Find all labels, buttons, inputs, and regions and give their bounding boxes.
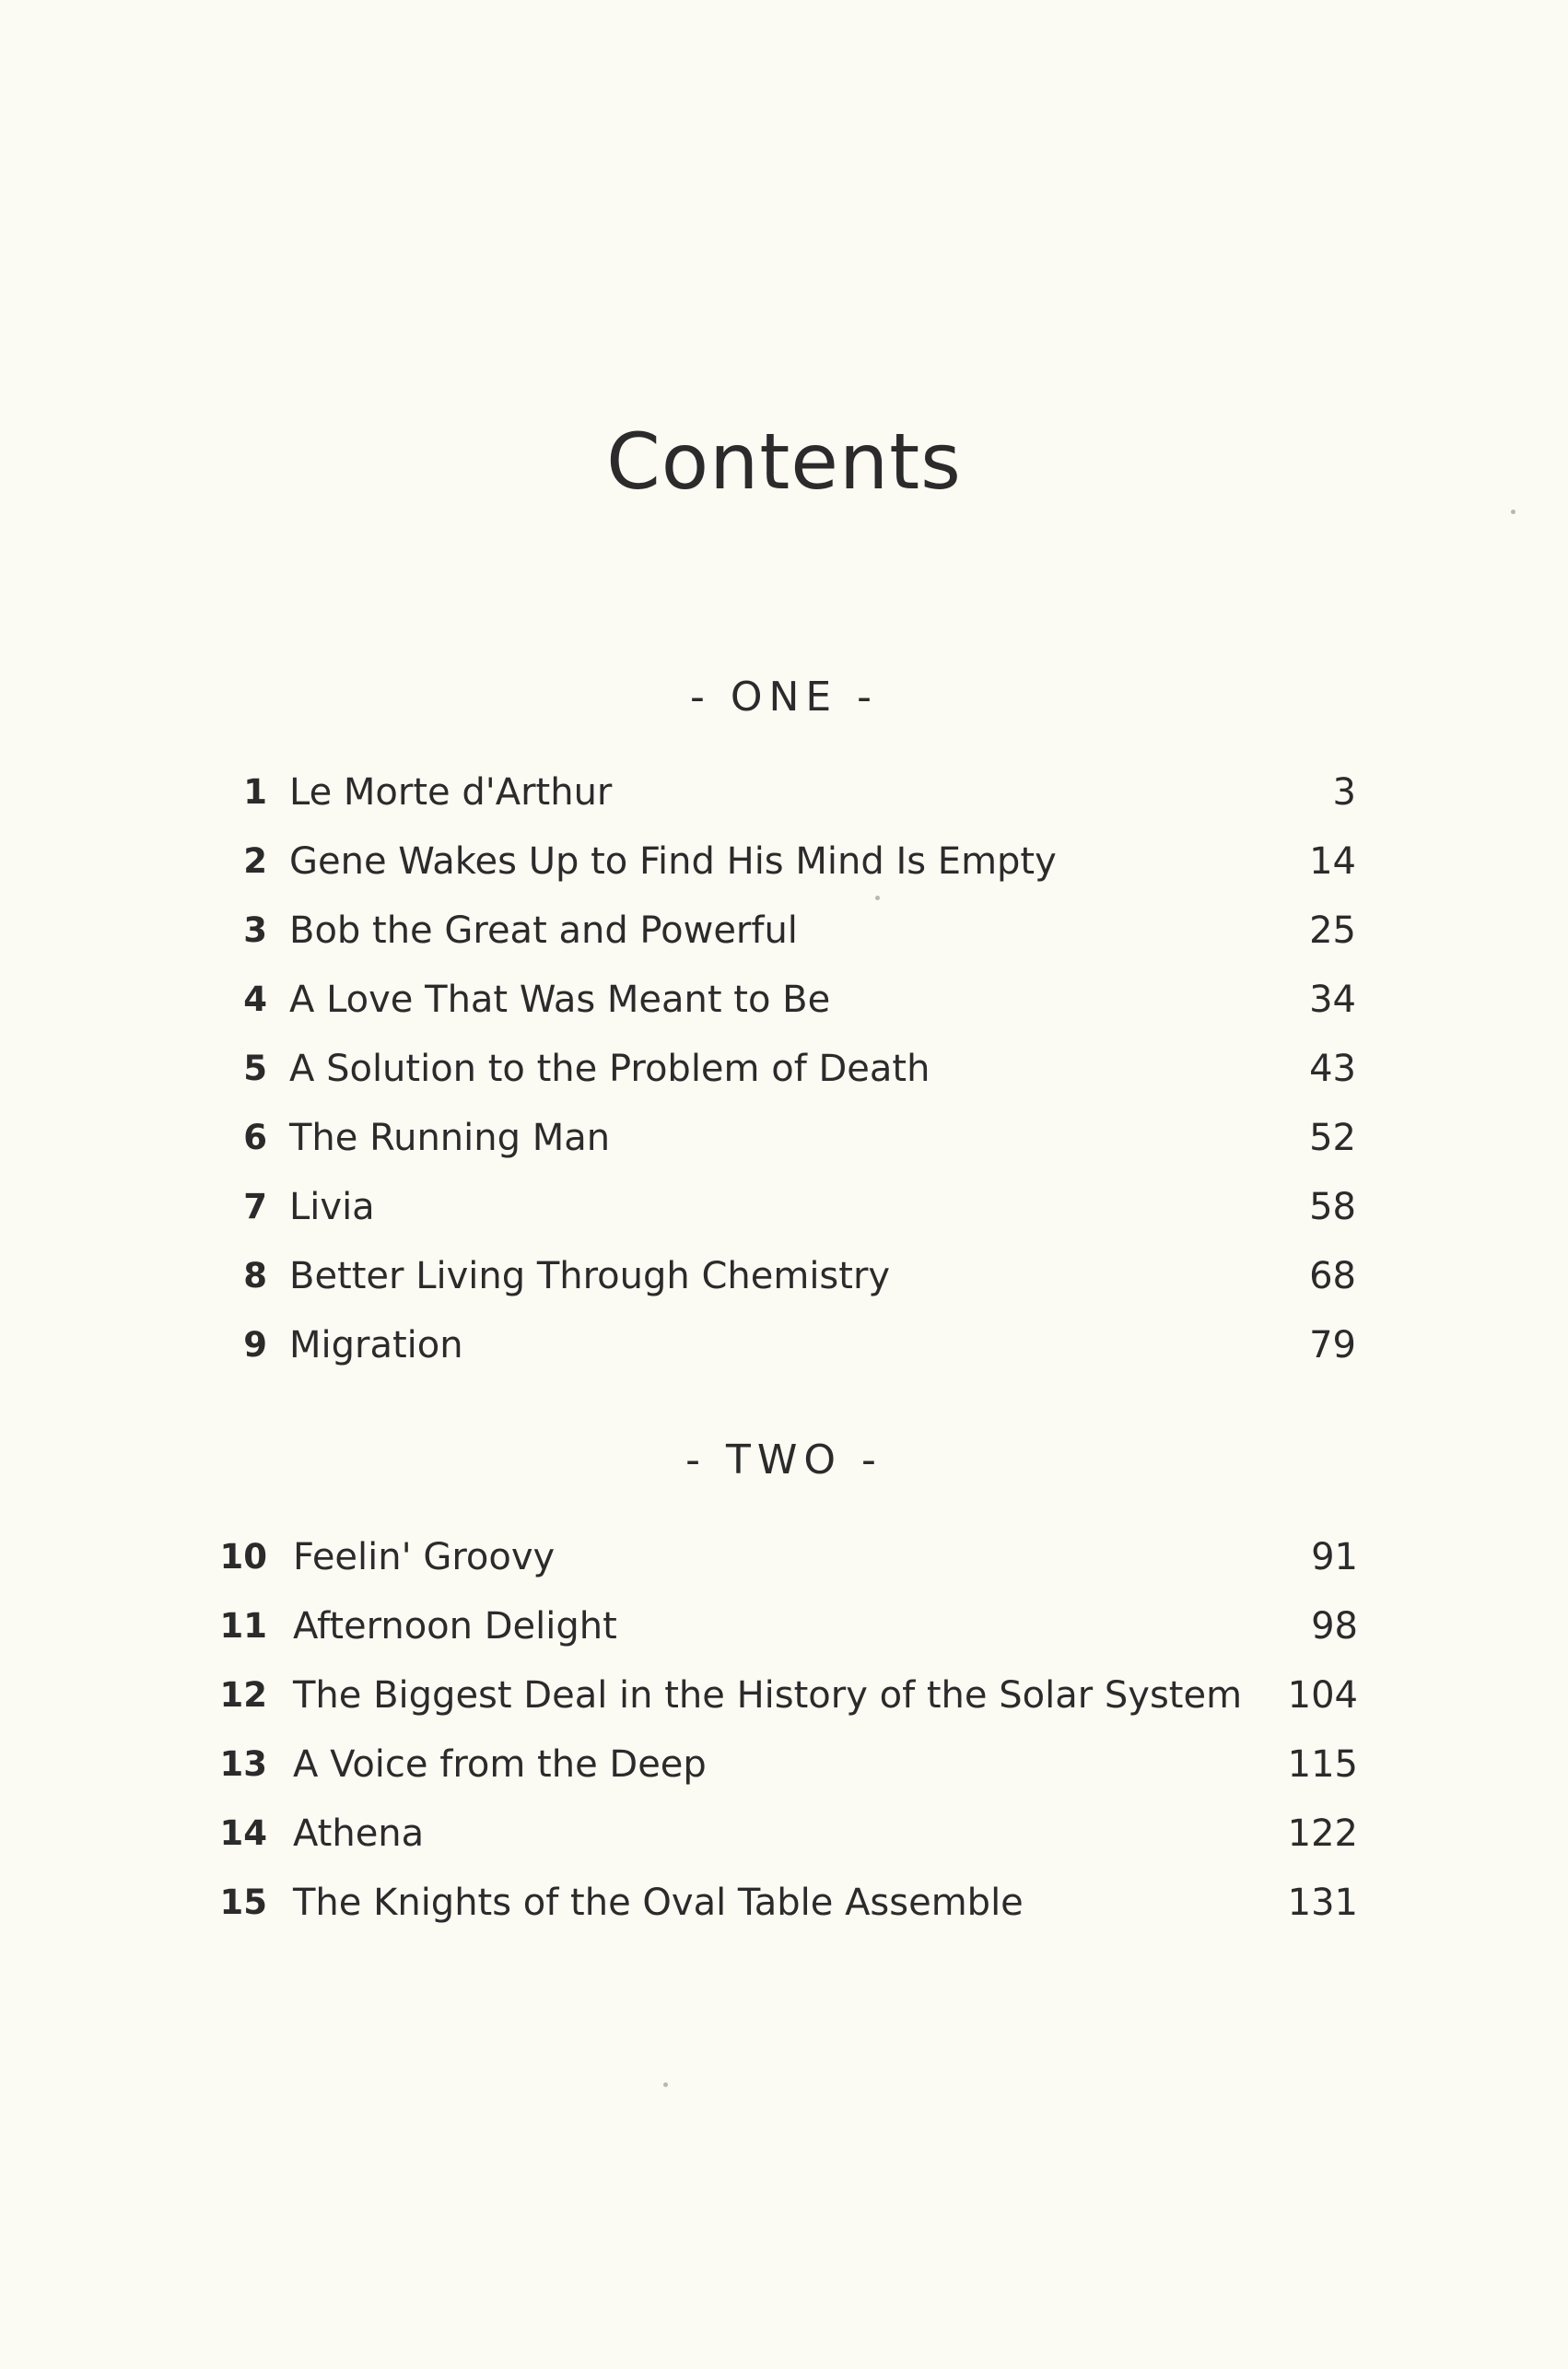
chapter-number: 14	[219, 1813, 267, 1853]
page-number: 79	[1309, 1324, 1356, 1366]
chapter-title: The Knights of the Oval Table Assemble	[293, 1882, 1024, 1924]
chapter-title: Afternoon Delight	[293, 1605, 617, 1648]
toc-entry	[0, 1318, 1568, 1373]
page-number: 43	[1309, 1048, 1356, 1090]
page-number: 3	[1332, 771, 1356, 814]
toc-entry	[0, 972, 1568, 1027]
toc-entry	[0, 1668, 1568, 1723]
chapter-number: 13	[219, 1744, 267, 1784]
chapter-number: 6	[243, 1118, 267, 1157]
toc-entry	[0, 1179, 1568, 1235]
chapter-title: The Biggest Deal in the History of the Solar System	[293, 1674, 1243, 1717]
scan-speck	[663, 2082, 668, 2087]
chapter-number: 9	[243, 1325, 267, 1365]
part-heading-two: - TWO -	[685, 1437, 883, 1484]
chapter-title: The Running Man	[289, 1117, 611, 1159]
page-number: 52	[1309, 1117, 1356, 1159]
toc-entry	[0, 1530, 1568, 1585]
chapter-number: 10	[219, 1537, 267, 1577]
chapter-title: Feelin' Groovy	[293, 1536, 556, 1578]
part-heading-one: - ONE -	[689, 674, 879, 721]
chapter-number: 8	[243, 1256, 267, 1296]
toc-entry	[0, 1875, 1568, 1930]
page-number: 68	[1309, 1255, 1356, 1297]
chapter-number: 2	[243, 841, 267, 881]
page-title: Contents	[606, 416, 962, 508]
toc-entry	[0, 1249, 1568, 1304]
toc-entry	[0, 1737, 1568, 1792]
page-number: 115	[1287, 1743, 1358, 1786]
toc-entry	[0, 1041, 1568, 1097]
chapter-title: Livia	[289, 1186, 375, 1228]
chapter-number: 1	[243, 772, 267, 812]
toc-entry	[0, 1110, 1568, 1166]
chapter-title: Migration	[289, 1324, 463, 1366]
chapter-title: Le Morte d'Arthur	[289, 771, 613, 814]
chapter-title: A Voice from the Deep	[293, 1743, 707, 1786]
page-number: 58	[1309, 1186, 1356, 1228]
chapter-number: 4	[243, 979, 267, 1019]
scan-speck	[875, 896, 880, 900]
toc-entry	[0, 903, 1568, 958]
chapter-title: Gene Wakes Up to Find His Mind Is Empty	[289, 840, 1057, 883]
page-number: 122	[1287, 1812, 1358, 1855]
page-number: 34	[1309, 979, 1356, 1021]
chapter-title: Better Living Through Chemistry	[289, 1255, 891, 1297]
toc-entry	[0, 1599, 1568, 1654]
scan-speck	[1511, 510, 1515, 514]
chapter-title: A Solution to the Problem of Death	[289, 1048, 930, 1090]
page-number: 98	[1311, 1605, 1358, 1648]
chapter-number: 11	[219, 1606, 267, 1646]
page-number: 131	[1287, 1882, 1358, 1924]
chapter-title: Athena	[293, 1812, 425, 1855]
page-number: 14	[1309, 840, 1356, 883]
chapter-number: 7	[243, 1187, 267, 1226]
chapter-number: 12	[219, 1675, 267, 1715]
toc-entry	[0, 765, 1568, 820]
page-number: 104	[1287, 1674, 1358, 1717]
chapter-title: A Love That Was Meant to Be	[289, 979, 831, 1021]
chapter-number: 5	[243, 1049, 267, 1088]
page-number: 25	[1309, 909, 1356, 952]
chapter-title: Bob the Great and Powerful	[289, 909, 798, 952]
chapter-number: 15	[219, 1882, 267, 1922]
chapter-number: 3	[243, 910, 267, 950]
toc-entry	[0, 1806, 1568, 1861]
toc-entry	[0, 834, 1568, 889]
page-number: 91	[1311, 1536, 1358, 1578]
